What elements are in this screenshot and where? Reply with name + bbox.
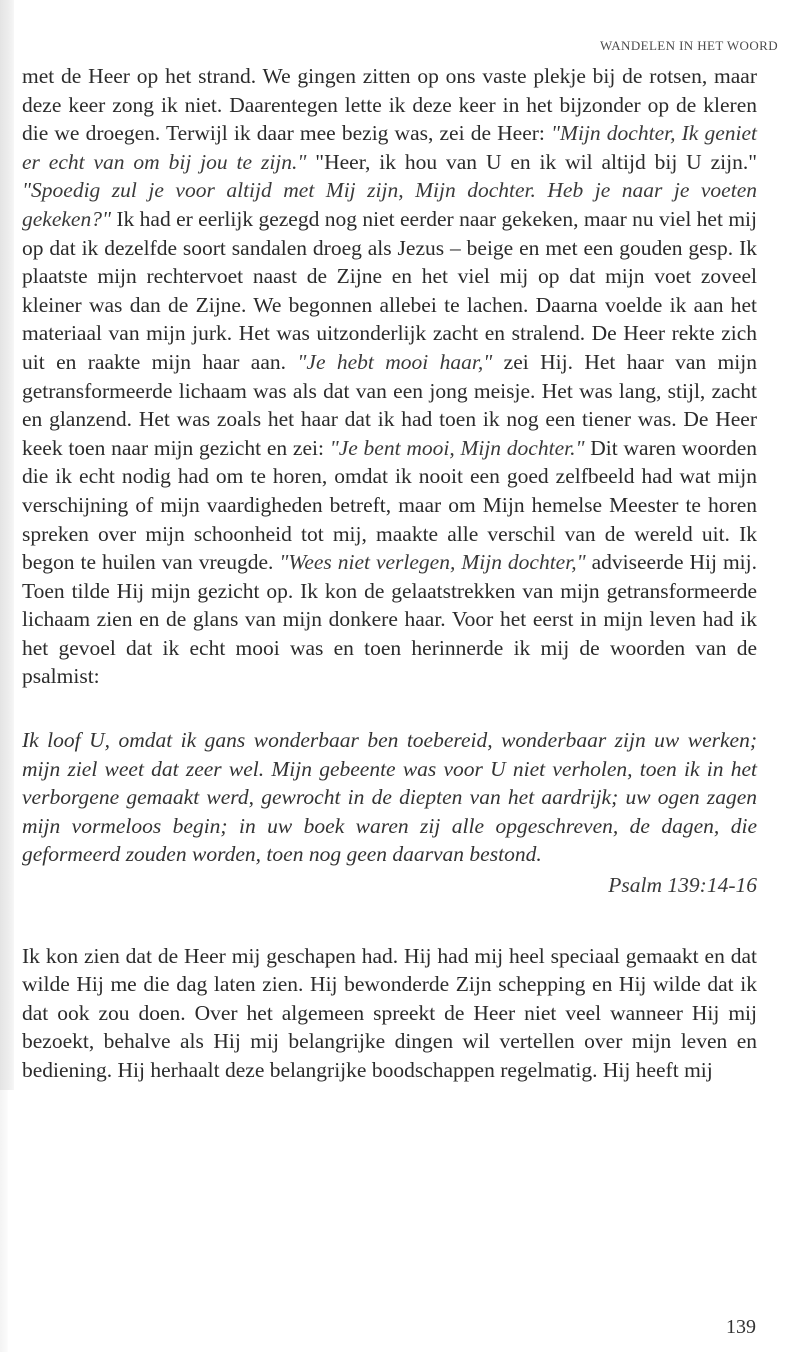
- body-text-run: Ik had er eerlijk gezegd nog niet eerder naar gekeken, maar nu viel het mij op dat ik dezelfde soort sandalen droeg als Jezus – beige en met een gouden gesp. Ik plaatste mijn rechtervoet naast de Zijne en het viel mij op dat mijn voet zoveel kleiner was dan de Zijne. We begonnen allebei te lachen. Daarna voelde ik aan het materiaal van mijn jurk. Het was uitzonderlijk zacht en stralend. De Heer rekte zich uit en raakte mijn haar aan.: [22, 206, 757, 374]
- quoted-speech: "Spoedig zul je voor altijd met Mij zijn, Mijn dochter. Heb je naar je voeten gekeken?": [22, 178, 757, 231]
- page-body: [22, 62, 757, 1085]
- body-text-run: zei Hij. Het haar van mijn getransformeerde lichaam was als dat van een jong meisje. Het was lang, stijl, zacht en glanzend. Het was zoals het haar dat ik had toen ik nog een tiener was. De Heer keek toen naar mijn gezicht en zei:: [22, 349, 757, 460]
- body-text-run: met de Heer op het strand. We gingen zitten op ons vaste plekje bij de rotsen, maar deze keer zong ik niet. Daarentegen lette ik deze keer in het bijzonder op de kleren die we droegen. Terwijl ik daar mee bezig was, zei de Heer:: [22, 64, 757, 146]
- quoted-speech: "Mijn dochter, Ik geniet er echt van om bij jou te zijn.": [22, 121, 757, 174]
- page-number: 139: [726, 1316, 756, 1338]
- body-paragraph: Ik kon zien dat de Heer mij geschapen had. Hij had mij heel speciaal gemaakt en dat wilde Hij me die dag laten zien. Hij bewonderde Zijn schepping en Hij wilde dat ik dat ook zou doen. Over het algemeen spreekt de Heer niet veel wanneer Hij mij bezoekt, behalve als Hij mij belangrijke dingen wil vertellen over mijn leven en bediening. Hij herhaalt deze belangrijke boodschappen regelmatig. Hij heeft mij: [22, 943, 757, 1082]
- quoted-speech: "Je bent mooi, Mijn dochter.": [329, 435, 585, 460]
- body-paragraph: [22, 62, 757, 691]
- scripture-reference: Psalm 139:14-16: [608, 873, 757, 898]
- body-text-run: Dit waren woorden die ik echt nodig had om te horen, omdat ik nooit een goed zelfbeeld had wat mijn verschijning of mijn vaardigheden betreft, maar om Mijn hemelse Meester te horen spreken over mijn schoonheid tot mij, maakte alle verschil van de wereld uit. Ik begon te huilen van vreugde.: [22, 435, 757, 575]
- quoted-speech: "Wees niet verlegen, Mijn dochter,": [279, 550, 586, 575]
- quoted-speech: "Je hebt mooi haar,": [297, 349, 493, 374]
- running-header: WANDELEN IN HET WOORD: [600, 38, 778, 53]
- scripture-quote: Ik loof U, omdat ik gans wonderbaar ben toebereid, wonderbaar zijn uw werken; mijn ziel weet dat zeer wel. Mijn gebeente was voor U niet verholen, toen ik in het verborgene gemaakt werd, gewrocht in de diepten van het aardrijk; uw ogen zagen mijn vormeloos begin; in uw boek waren zij alle opgeschreven, de dagen, die geformeerd zouden worden, toen nog geen daarvan bestond.: [22, 728, 757, 867]
- page-gutter-shadow: [0, 0, 14, 1090]
- page-gutter-shadow-lower: [0, 1090, 8, 1352]
- body-text-run: "Heer, ik hou van U en ik wil altijd bij U zijn.": [306, 149, 757, 174]
- body-text-run: adviseerde Hij mij. Toen tilde Hij mijn gezicht op. Ik kon de gelaatstrekken van mijn getransformeerde lichaam zien en de glans van mijn donkere haar. Voor het eerst in mijn leven had ik het gevoel dat ik echt mooi was en toen herinnerde ik mij de woorden van de psalmist:: [22, 550, 757, 689]
